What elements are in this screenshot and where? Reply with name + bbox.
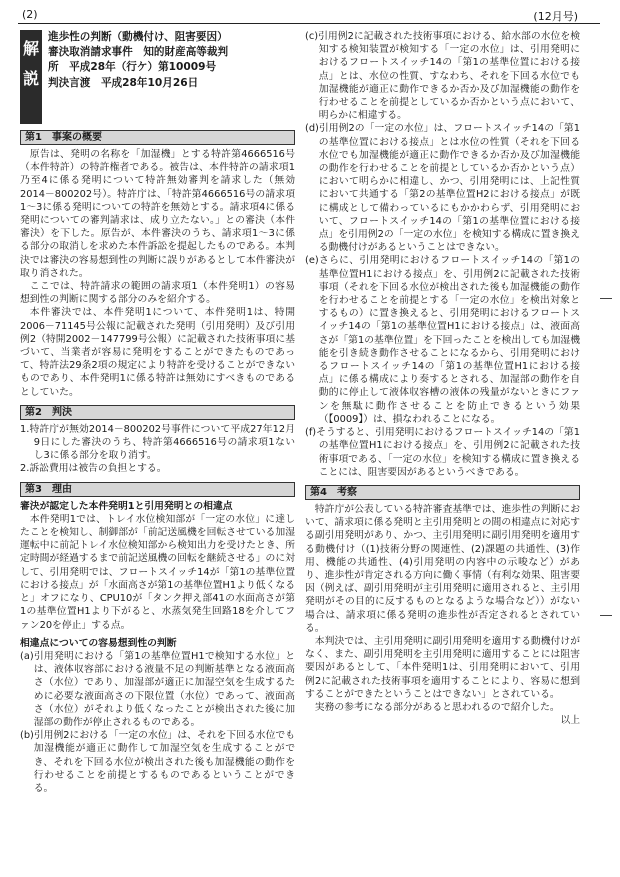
- reason-item-b: (b)引用例2における「一定の水位」は、それを下回る水位でも加湿機能が適正に動作して加湿空気を生成することができ、それを下回る水位が検出された後も加湿機能の動作を行わせることを前提とするものであるということができる。: [20, 730, 295, 794]
- case-title: 進歩性の判断（動機付け、阻害要因）: [48, 31, 228, 43]
- section-1-paragraph-1: 原告は、発明の名称を「加湿機」とする特許第4666516号（本件特許）の特許権者である。被告は、本件特許の請求項1乃至4に係る発明について特許無効審判を請求した（無効2014－800202号）。特許庁は、「特許第4666516号の請求項1～3に係る発明についての特許を無効とする。請求項4に係る発明についての審判請求は、成り立たない。」との審決（本件審決）を下した。原告が、本件審決のうち、請求項1～3に係る部分の取消しを求めた本件訴訟を提起したものである。本判決では審決の容易想到性の判断に誤りがあるとして本件審決が取り消された。: [20, 149, 295, 279]
- reason-item-e: (e)さらに、引用発明におけるフロートスイッチ14の「第1の基準位置H1における接点」を、引用例2に記載された技術事項（それを下回る水位が検出された後も加湿機能の動作を行わせることを前提とする「一定の水位」を検出対象とするもの）に置き換えると、引用発明におけるフロートスイッチ14の「第1の基準位置H1における接点」は、液面高さが「第1の基準位置」を下回ったことを検出しても加湿機能を引き続き動作させることになるから、引用発明におけるフロートスイッチ14の「第1の基準位置H1における接点」に係る構成により奏するとされる、加湿部の動作を自動的に停止して液体収容槽の液体の残量がないときにファンを無駄に動作させることを防止できるという効果（【0009】）は、損なわれることになる。: [305, 255, 580, 425]
- badge-char-1: 解: [22, 39, 39, 58]
- case-type: 審決取消請求事件 知的財産高等裁判: [48, 46, 229, 59]
- section-1-paragraph-3: 本件審決では、本件発明1について、本件発明1は、特開2006－71145号公報に記載された発明（引用発明）及び引用例2（特開2002－147799号公報）に記載された技術事項に基づいて、当業者が容易に発明をすることができたものであって、特許法29条2項の規定により特許を受けることができないものであり、本件発明1に係る特許は無効にすべきものであるとしていた。: [20, 307, 295, 398]
- section-4-paragraph-2: 本判決では、主引用発明に副引用発明を適用する動機付けがなく、また、副引用発明を主引用発明に適用することには阻害要因があるとして、「本件発明1は、引用発明において、引用例2に記載された技術事項を適用することにより、容易に想到することができたということはできない」とされている。: [305, 635, 580, 700]
- page-number: (2): [22, 8, 38, 21]
- margin-mark: [600, 615, 612, 616]
- section-1-paragraph-2: ここでは、特許請求の範囲の請求項1（本件発明1）の容易想到性の判断に関する部分のみを紹介する。: [20, 281, 295, 306]
- section-4-paragraph-1: 特許庁が公表している特許審査基準では、進歩性の判断において、請求項に係る発明と主引用発明との間の相違点に対応する副引用発明があり、かつ、主引用発明に副引用発明を適用する動機付け（(1)技術分野の関連性、(2)課題の共通性、(3)作用、機能の共通性、(4)引用発明の内容中の示唆など）があり、進歩性が肯定される方向に働く事情（有利な効果、阻害要因（例えば、副引用発明が主引用発明に適用されると、主引用発明がその目的に反するものとなるような場合など））がない場合は、請求項に係る発明の進歩性が否定されるとされている。: [305, 503, 580, 634]
- article-header: [20, 30, 295, 124]
- difference-text: 本件発明1では、トレイ水位検知部が「一定の水位」に達したことを検知し、制御部が「前記送風機を回転させている加湿運転中に前記トレイ水位検知部から検知出力を受けたとき、所定時間が経過するまで前記送風機の回転を継続させる」のに対して、引用発明では、フロートスイッチ14が「第1の基準位置における接点」が「水面高さが第1の基準位置H1より低くなると」オフになり、CPU10が「タンク押え部41の水面高さが第1の基準位置H1より下がると、水蒸気発生回路18を介してファン20を停止」する点。: [20, 513, 295, 631]
- section-4-paragraph-3: 実務の参考になる部分があると思われるので紹介した。: [314, 701, 560, 713]
- reason-item-d: (d)引用例2の「一定の水位」は、フロートスイッチ14の「第1の基準位置における接点」とは水位の性質（それを下回る水位でも加湿機能が適正に動作できるか否か及び加湿機能の動作を行わせることを前提としているか否かという点）において明らかに相違し、かつ、引用発明には、上記性質において共通する「第2の基準位置H2における接点」が既に構成として備わっているにもかかわらず、引用発明において、フロートスイッチ14の「第1の基準位置における接点」を引用例2の「一定の水位」を検知する構成に置き換える動機付けがあるということはできない。: [305, 123, 580, 254]
- case-date: 判決言渡 平成28年10月26日: [48, 76, 199, 89]
- reason-item-f: (f)そうすると、引用発明におけるフロートスイッチ14の「第1の基準位置H1における接点」を、引用例2に記載された技術事項である、「一定の水位」を検知する構成に置き換えることには、阻害要因があるというべきである。: [305, 427, 580, 478]
- section-2-heading: 第2 判決: [20, 405, 295, 420]
- judgment-item-1: 1.特許庁が無効2014－800202号事件について平成27年12月9日にした審決のうち、特許第4666516号の請求項1ないし3に係る部分を取り消す。: [20, 423, 295, 462]
- case-number: 所 平成28年（行ケ）第10009号: [48, 61, 217, 74]
- reason-item-a: (a)引用発明における「第1の基準位置H1で検知する水位」とは、液体収容部における液量不足の判断基準となる液面高さ（水位）であり、加湿部が適正に加湿空気を生成するために必要な液面高さの下限位置（水位）であって、液面高さ（水位）がそれより低くなったことが検出された後に加湿部の動作が停止されるものである。: [20, 650, 295, 728]
- right-column: [305, 30, 580, 727]
- judgment-item-2: 2.訴訟費用は被告の負担とする。: [20, 463, 167, 475]
- commentary-badge: [20, 30, 42, 124]
- obviousness-heading: 相違点についての容易想到性の判断: [20, 637, 177, 649]
- case-info: [48, 30, 295, 91]
- header-rule: [18, 23, 600, 24]
- difference-heading: 審決が認定した本件発明1と引用発明との相違点: [20, 500, 233, 512]
- issue-label: (12月号): [533, 10, 578, 23]
- margin-mark: [600, 298, 612, 299]
- left-column: [20, 30, 295, 795]
- section-4-heading: 第4 考察: [305, 485, 580, 500]
- closing-mark: 以上: [560, 715, 580, 727]
- section-3-heading: 第3 理由: [20, 482, 295, 497]
- section-1-heading: 第1 事案の概要: [20, 130, 295, 145]
- reason-item-c: (c)引用例2に記載された技術事項における、給水部の水位を検知する検知装置が検知する「一定の水位」は、引用発明におけるフロートスイッチ14の「第1の基準位置における接点」とは、水位の性質、すなわち、それを下回る水位でも加湿機能が適正に動作できるか否か及び加湿機能の動作を行わせることを前提としているか否かという点において、明らかに相違する。: [305, 31, 580, 122]
- badge-char-2: 説: [22, 69, 39, 88]
